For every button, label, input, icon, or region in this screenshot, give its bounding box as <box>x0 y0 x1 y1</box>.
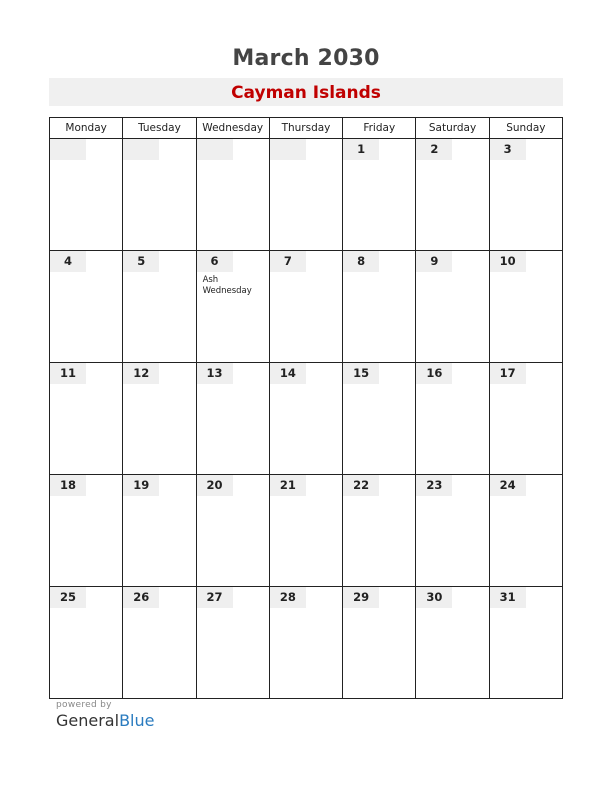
day-cell <box>269 251 342 363</box>
weekday-wednesday: Wednesday <box>196 118 269 139</box>
calendar-grid <box>49 117 563 699</box>
page-title: March 2030 <box>232 46 380 71</box>
day-cell <box>123 363 196 475</box>
week-row <box>50 587 563 699</box>
weekday-tuesday: Tuesday <box>123 118 196 139</box>
day-cell <box>416 587 489 699</box>
holiday-label: Ash Wednesday <box>202 275 252 296</box>
day-number-placeholder <box>50 139 86 160</box>
day-cell <box>343 475 416 587</box>
weekday-header-row <box>50 118 563 139</box>
day-cell <box>489 587 562 699</box>
day-number: 30 <box>416 587 452 608</box>
day-cell <box>196 587 269 699</box>
day-number: 13 <box>197 363 233 384</box>
day-number: 6 <box>197 251 233 272</box>
day-number: 26 <box>123 587 159 608</box>
powered-by-label: powered by <box>56 700 112 710</box>
day-number-placeholder <box>270 139 306 160</box>
weekday-sunday: Sunday <box>489 118 562 139</box>
weekday-thursday: Thursday <box>269 118 342 139</box>
day-number: 11 <box>50 363 86 384</box>
weekday-saturday: Saturday <box>416 118 489 139</box>
day-number: 23 <box>416 475 452 496</box>
day-cell <box>196 251 269 363</box>
week-row <box>50 251 563 363</box>
day-number: 3 <box>490 139 526 160</box>
day-cell <box>343 587 416 699</box>
day-number: 31 <box>490 587 526 608</box>
day-number: 17 <box>490 363 526 384</box>
day-cell <box>416 475 489 587</box>
day-cell <box>416 139 489 251</box>
day-cell <box>50 363 123 475</box>
day-cell-empty <box>50 139 123 251</box>
day-cell <box>416 251 489 363</box>
day-cell <box>489 363 562 475</box>
day-cell <box>343 363 416 475</box>
day-number: 9 <box>416 251 452 272</box>
day-number: 28 <box>270 587 306 608</box>
day-cell <box>196 363 269 475</box>
week-row <box>50 363 563 475</box>
day-cell <box>123 251 196 363</box>
weekday-monday: Monday <box>50 118 123 139</box>
day-number: 24 <box>490 475 526 496</box>
day-number: 10 <box>490 251 526 272</box>
day-cell <box>416 363 489 475</box>
day-number: 27 <box>197 587 233 608</box>
week-row <box>50 139 563 251</box>
day-number: 14 <box>270 363 306 384</box>
day-number: 12 <box>123 363 159 384</box>
day-number-placeholder <box>123 139 159 160</box>
day-number: 16 <box>416 363 452 384</box>
generalblue-logo[interactable] <box>56 711 154 730</box>
day-cell <box>269 587 342 699</box>
day-number: 4 <box>50 251 86 272</box>
footer-branding <box>56 700 154 730</box>
day-number: 20 <box>197 475 233 496</box>
day-number-placeholder <box>197 139 233 160</box>
brand-blue-text: Blue <box>119 711 155 730</box>
day-number: 15 <box>343 363 379 384</box>
day-number: 1 <box>343 139 379 160</box>
day-cell <box>489 475 562 587</box>
day-number: 5 <box>123 251 159 272</box>
country-name: Cayman Islands <box>231 83 381 103</box>
day-cell <box>123 475 196 587</box>
week-row <box>50 475 563 587</box>
day-number: 22 <box>343 475 379 496</box>
day-cell-empty <box>196 139 269 251</box>
day-number: 21 <box>270 475 306 496</box>
day-cell <box>269 363 342 475</box>
brand-general-text: General <box>56 711 120 730</box>
day-number: 18 <box>50 475 86 496</box>
day-cell <box>50 251 123 363</box>
weekday-friday: Friday <box>343 118 416 139</box>
day-cell <box>489 139 562 251</box>
day-number: 29 <box>343 587 379 608</box>
day-cell <box>50 475 123 587</box>
day-cell <box>489 251 562 363</box>
country-band <box>49 78 563 106</box>
day-cell <box>50 587 123 699</box>
day-cell <box>196 475 269 587</box>
day-number: 25 <box>50 587 86 608</box>
day-cell-empty <box>123 139 196 251</box>
day-cell <box>343 139 416 251</box>
day-cell <box>123 587 196 699</box>
day-number: 7 <box>270 251 306 272</box>
day-cell-empty <box>269 139 342 251</box>
day-cell <box>269 475 342 587</box>
day-number: 19 <box>123 475 159 496</box>
day-cell <box>343 251 416 363</box>
day-number: 8 <box>343 251 379 272</box>
day-number: 2 <box>416 139 452 160</box>
